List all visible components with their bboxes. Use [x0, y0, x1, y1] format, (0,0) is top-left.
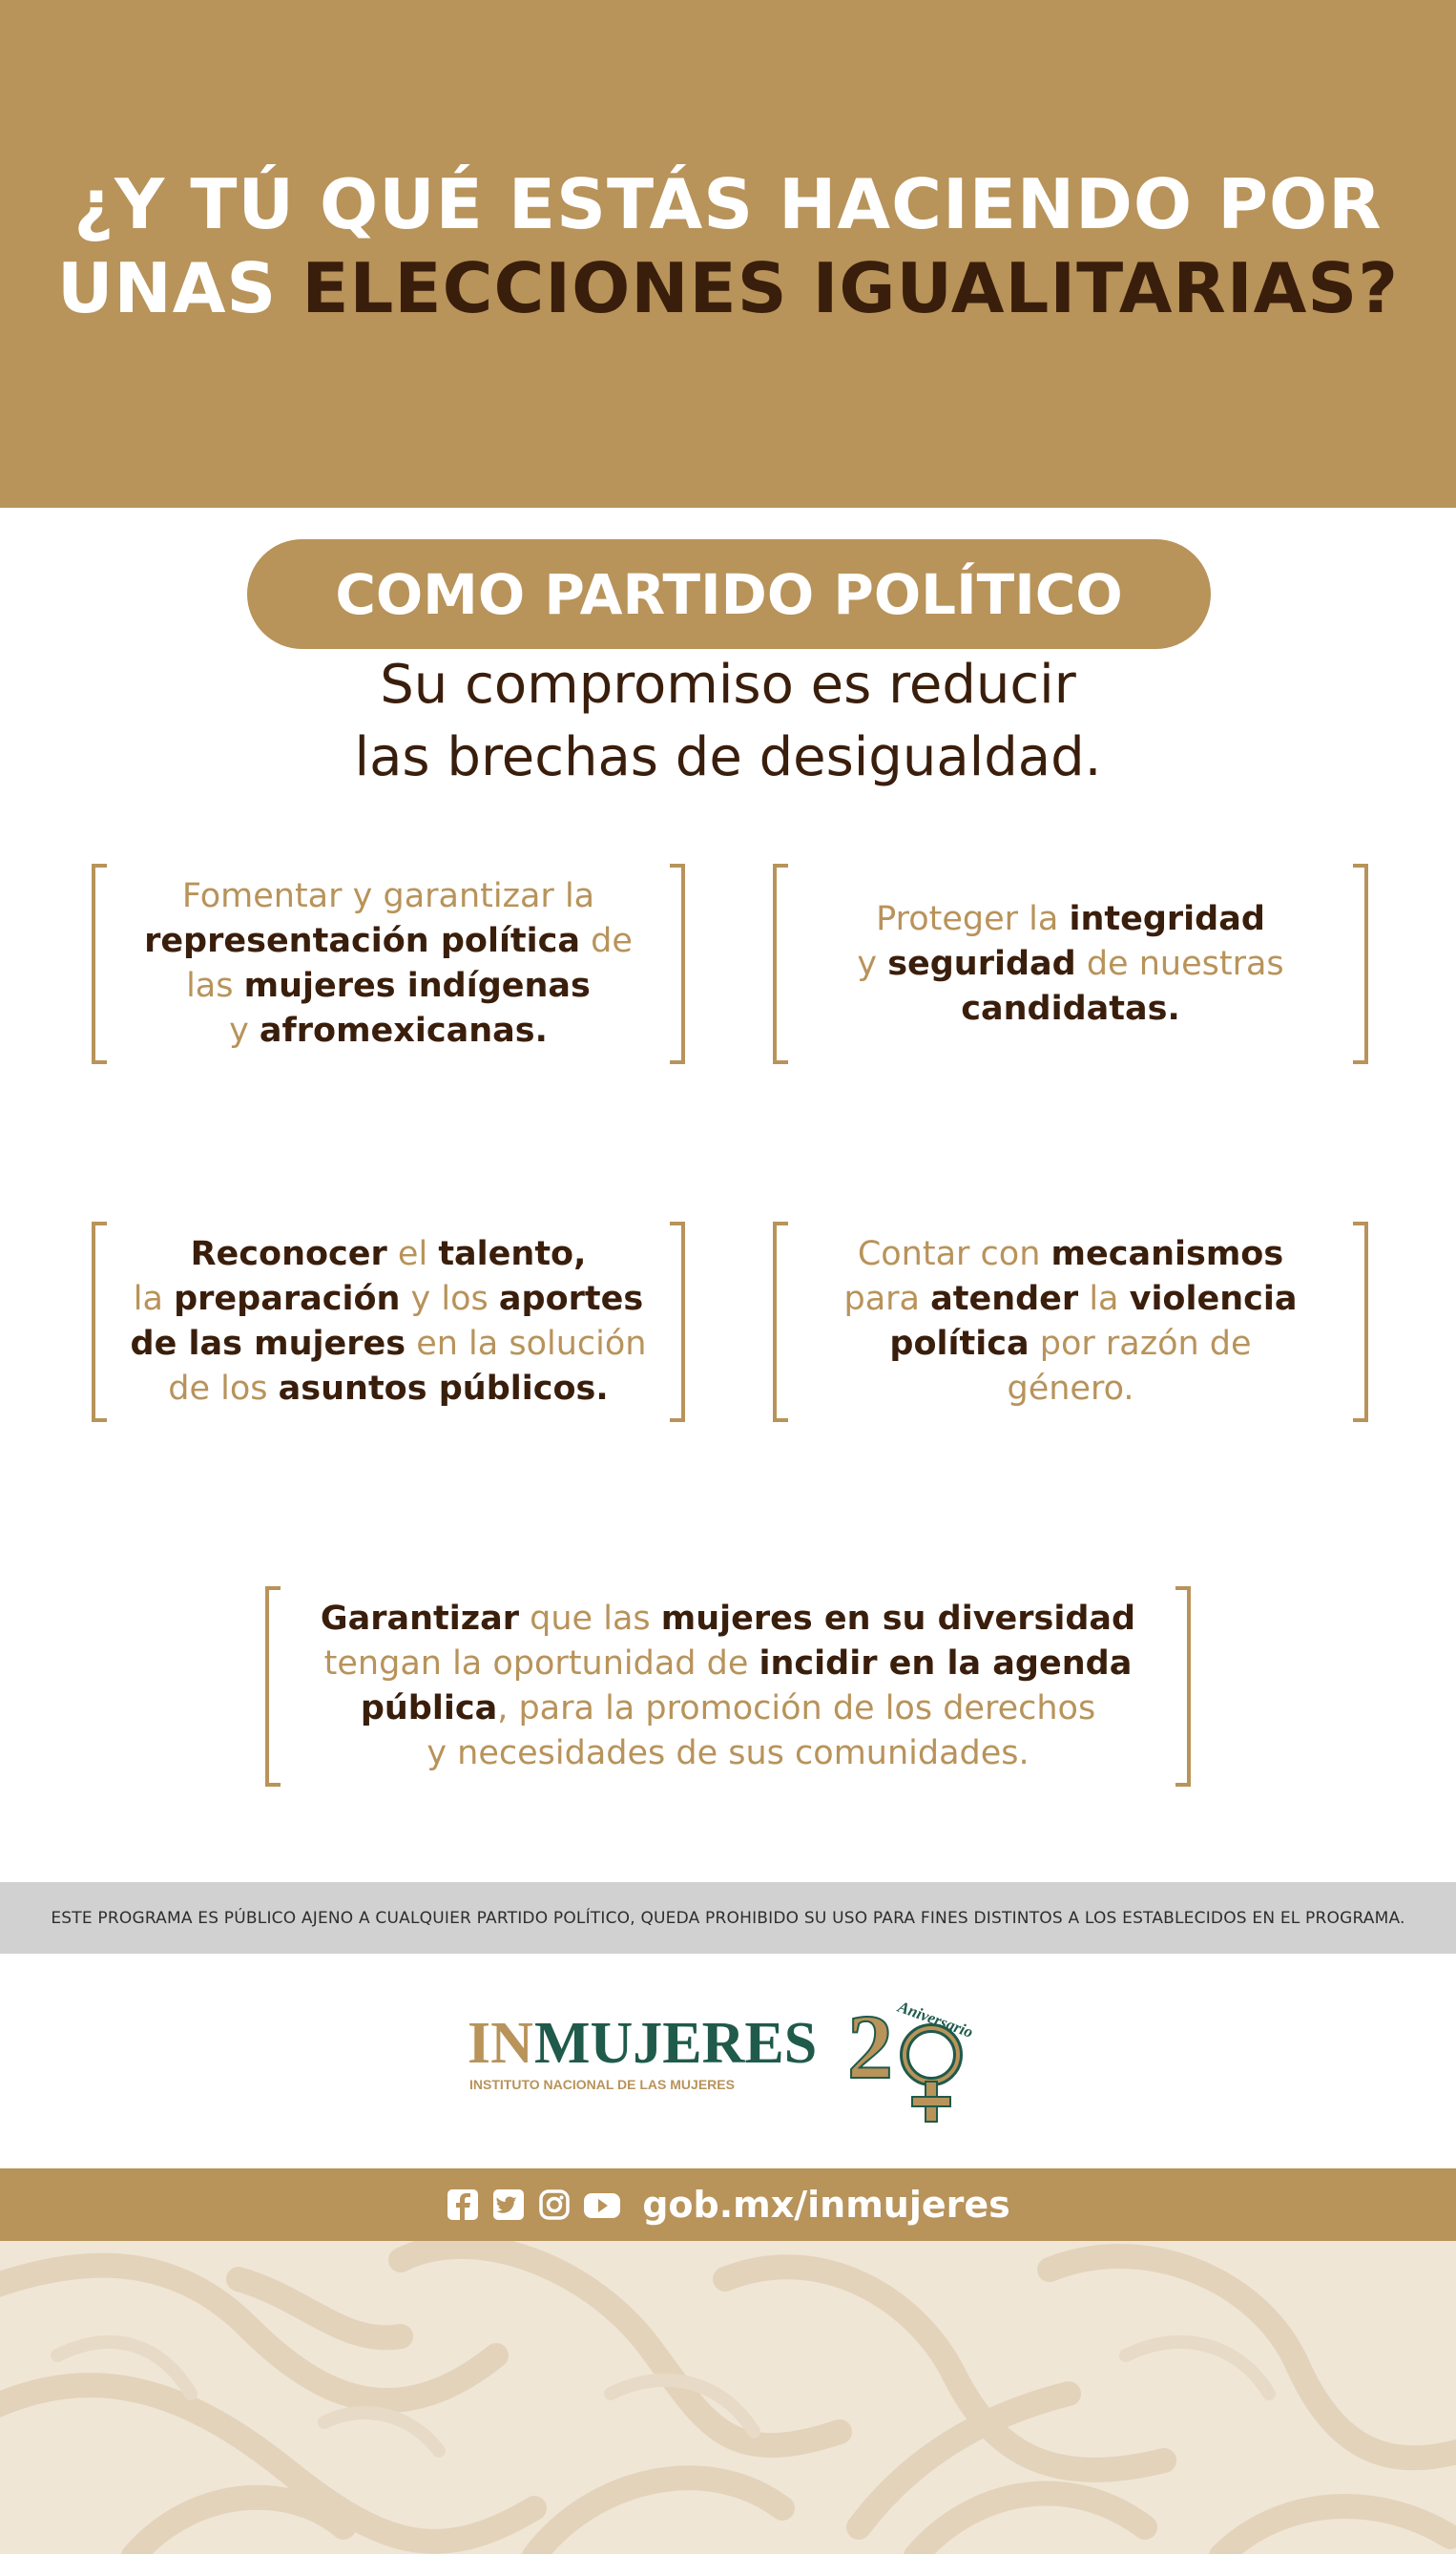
- body-text: tengan la oportunidad de: [323, 1644, 759, 1683]
- logo-text-in: IN: [468, 2011, 533, 2076]
- bracket-right: [670, 1222, 685, 1422]
- emphasis-text: de las mujeres: [130, 1325, 406, 1363]
- bracket-right: [1175, 1586, 1191, 1787]
- emphasis-text: candidatas: [961, 989, 1168, 1028]
- instagram-icon[interactable]: [537, 2188, 572, 2221]
- twitter-icon[interactable]: [491, 2188, 526, 2221]
- body-text: que las: [519, 1600, 661, 1638]
- body-text: y necesidades de sus comunidades.: [426, 1734, 1030, 1772]
- youtube-icon[interactable]: [583, 2188, 617, 2221]
- subtitle: [0, 649, 1456, 794]
- bracket-left: [92, 1222, 107, 1422]
- bracket-right: [1353, 864, 1368, 1064]
- page-title: [0, 162, 1456, 330]
- body-text: , para la promoción de los derechos: [497, 1689, 1096, 1727]
- body-text: para: [843, 1280, 931, 1318]
- body-text: la: [133, 1280, 175, 1318]
- body-text: por razón de: [1029, 1325, 1252, 1363]
- bracket-left: [773, 1222, 788, 1422]
- emphasis-text: mujeres en su diversidad: [660, 1600, 1136, 1638]
- facebook-icon[interactable]: [446, 2188, 480, 2221]
- emphasis-text: preparación: [174, 1280, 401, 1318]
- title-highlight: ELECCIONES IGUALITARIAS?: [302, 248, 1399, 328]
- title-line-1: ¿Y TÚ QUÉ ESTÁS HACIENDO POR: [73, 164, 1383, 244]
- body-text: y: [229, 1012, 260, 1050]
- bracket-left: [773, 864, 788, 1064]
- bracket-right: [1353, 1222, 1368, 1422]
- body-text: la: [1078, 1280, 1130, 1318]
- emphasis-text: asuntos públicos: [278, 1370, 596, 1408]
- body-text: de: [580, 922, 633, 960]
- commitment-text: [298, 1597, 1158, 1776]
- pattern-graphic: [0, 2241, 1456, 2554]
- emphasis-text: política: [889, 1325, 1030, 1363]
- emphasis-text: seguridad: [887, 944, 1076, 983]
- commitment-box-4: [773, 1222, 1368, 1422]
- commitment-box-1: [92, 864, 685, 1064]
- section-pill: COMO PARTIDO POLÍTICO: [247, 539, 1211, 649]
- bracket-left: [265, 1586, 281, 1787]
- emphasis-text: talento: [438, 1235, 574, 1273]
- social-icons: [446, 2188, 617, 2221]
- body-text: Proteger la: [876, 899, 1070, 938]
- emphasis-text: afromexicanas: [259, 1012, 535, 1050]
- emphasis-text: Garantizar: [320, 1600, 520, 1638]
- emphasis-text: Reconocer: [190, 1235, 387, 1273]
- title-line-2: [0, 246, 1456, 330]
- legal-disclaimer: ESTE PROGRAMA ES PÚBLICO AJENO A CUALQUIER PARTIDO POLÍTICO, QUEDA PROHIBIDO SU USO PARA FINES DISTINTOS A LOS ESTABLECIDOS EN EL PROGRAMA.: [0, 1882, 1456, 1954]
- footer-bar: [0, 2168, 1456, 2241]
- title-line-2-start: UNAS: [56, 248, 302, 328]
- commitment-box-2: [773, 864, 1368, 1064]
- body-text: en la solución: [406, 1325, 647, 1363]
- emphasis-text: violencia: [1129, 1280, 1298, 1318]
- logo-text-mujeres: MUJERES: [534, 2011, 818, 2076]
- commitment-text: [834, 897, 1306, 1032]
- venus-symbol-icon: [905, 2028, 958, 2122]
- body-text: Contar con: [857, 1235, 1051, 1273]
- logo-number-2: 2: [847, 1996, 893, 2098]
- emphasis-text: .: [1167, 989, 1180, 1028]
- commitment-text: [821, 1232, 1320, 1412]
- emphasis-text: mujeres indígenas: [243, 967, 591, 1005]
- body-text: el: [386, 1235, 439, 1273]
- emphasis-text: incidir en la agenda: [759, 1644, 1133, 1683]
- emphasis-text: ,: [573, 1235, 587, 1273]
- logo-anniversary: Aniversario: [895, 1997, 976, 2041]
- logo-subtitle: INSTITUTO NACIONAL DE LAS MUJERES: [469, 2077, 735, 2092]
- header-banner: [0, 0, 1456, 508]
- website-link[interactable]: gob.mx/inmujeres: [642, 2184, 1010, 2226]
- decorative-pattern: [0, 2241, 1456, 2554]
- body-text: las: [186, 967, 244, 1005]
- inmujeres-logo: [468, 1990, 1002, 2143]
- body-text: género.: [1007, 1370, 1134, 1408]
- body-text: de nuestras: [1075, 944, 1284, 983]
- commitment-text: [108, 1232, 670, 1412]
- emphasis-text: .: [595, 1370, 609, 1408]
- emphasis-text: integridad: [1069, 899, 1265, 938]
- commitment-text: [121, 874, 655, 1054]
- emphasis-text: mecanismos: [1050, 1235, 1284, 1273]
- body-text: Fomentar y garantizar la: [181, 877, 595, 915]
- emphasis-text: representación política: [144, 922, 581, 960]
- emphasis-text: .: [534, 1012, 548, 1050]
- inmujeres-logo-graphic: [468, 1990, 1002, 2143]
- body-text: de los: [168, 1370, 279, 1408]
- emphasis-text: pública: [360, 1689, 498, 1727]
- bracket-right: [670, 864, 685, 1064]
- emphasis-text: atender: [930, 1280, 1079, 1318]
- emphasis-text: aportes: [498, 1280, 644, 1318]
- body-text: y: [857, 944, 888, 983]
- commitment-box-3: [92, 1222, 685, 1422]
- bracket-left: [92, 864, 107, 1064]
- subtitle-line-1: Su compromiso es reducir: [380, 654, 1076, 716]
- commitment-box-5: [265, 1586, 1191, 1787]
- body-text: y los: [400, 1280, 499, 1318]
- subtitle-line-2: las brechas de desigualdad.: [354, 726, 1102, 788]
